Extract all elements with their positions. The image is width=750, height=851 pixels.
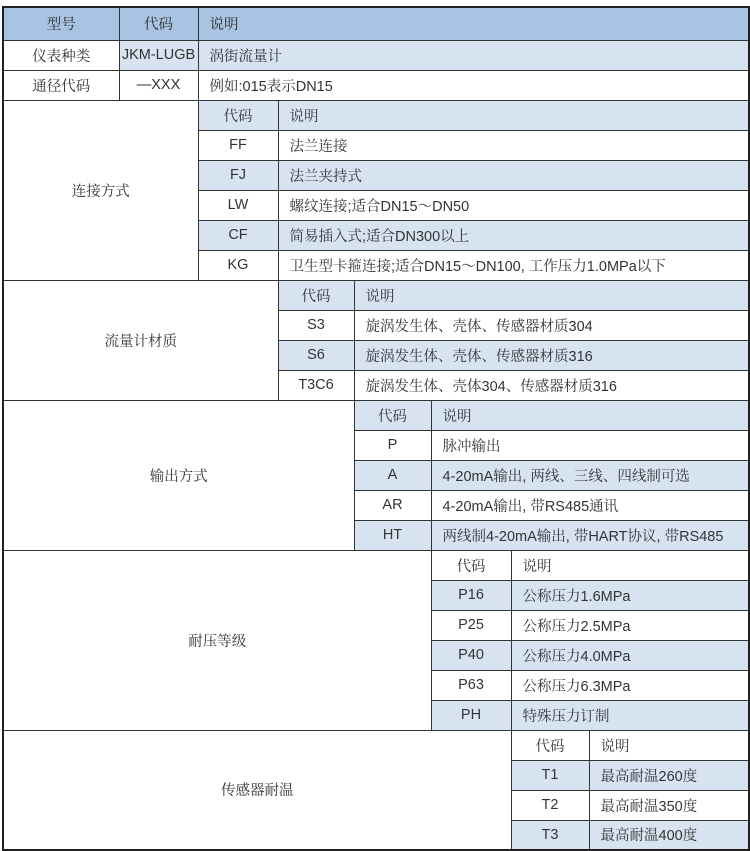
code-cell: T3C6: [278, 370, 354, 400]
desc-cell: 旋涡发生体、壳体、传感器材质316: [354, 340, 749, 370]
code-cell: PH: [431, 700, 511, 730]
desc-cell: 例如:015表示DN15: [198, 70, 749, 100]
desc-cell: 螺纹连接;适合DN15～DN50: [278, 190, 749, 220]
desc-cell: 旋涡发生体、壳体304、传感器材质316: [354, 370, 749, 400]
code-cell: T2: [511, 790, 589, 820]
subheader-desc: 说明: [511, 550, 749, 580]
desc-cell: 法兰夹持式: [278, 160, 749, 190]
model-selection-table: [2, 6, 750, 851]
desc-cell: 最高耐温350度: [589, 790, 749, 820]
desc-cell: 公称压力6.3MPa: [511, 670, 749, 700]
header-code: 代码: [119, 7, 198, 40]
code-cell: P25: [431, 610, 511, 640]
code-cell: CF: [198, 220, 278, 250]
desc-cell: 简易插入式;适合DN300以上: [278, 220, 749, 250]
subheader-desc: 说明: [354, 280, 749, 310]
section-label-pressure: 耐压等级: [3, 550, 431, 730]
desc-cell: 卫生型卡箍连接;适合DN15～DN100, 工作压力1.0MPa以下: [278, 250, 749, 280]
desc-cell: 最高耐温400度: [589, 820, 749, 850]
code-cell: —XXX: [119, 70, 198, 100]
code-cell: KG: [198, 250, 278, 280]
desc-cell: 脉冲输出: [431, 430, 749, 460]
subheader-code: 代码: [198, 100, 278, 130]
desc-cell: 公称压力4.0MPa: [511, 640, 749, 670]
code-cell: S3: [278, 310, 354, 340]
code-cell: JKM-LUGB: [119, 40, 198, 70]
desc-cell: 法兰连接: [278, 130, 749, 160]
desc-cell: 4-20mA输出, 两线、三线、四线制可选: [431, 460, 749, 490]
table-row: [3, 70, 749, 100]
subheader-code: 代码: [511, 730, 589, 760]
section-header-row: [3, 550, 749, 580]
code-cell: LW: [198, 190, 278, 220]
subheader-code: 代码: [278, 280, 354, 310]
desc-cell: 涡街流量计: [198, 40, 749, 70]
code-cell: P40: [431, 640, 511, 670]
desc-cell: 特殊压力订制: [511, 700, 749, 730]
code-cell: HT: [354, 520, 431, 550]
code-cell: P16: [431, 580, 511, 610]
header-model: 型号: [3, 7, 119, 40]
section-header-row: [3, 100, 749, 130]
desc-cell: 两线制4-20mA输出, 带HART协议, 带RS485: [431, 520, 749, 550]
desc-cell: 最高耐温260度: [589, 760, 749, 790]
subheader-desc: 说明: [589, 730, 749, 760]
section-header-row: [3, 400, 749, 430]
subheader-code: 代码: [354, 400, 431, 430]
subheader-desc: 说明: [431, 400, 749, 430]
code-cell: T3: [511, 820, 589, 850]
desc-cell: 4-20mA输出, 带RS485通讯: [431, 490, 749, 520]
code-cell: P63: [431, 670, 511, 700]
table-row: [3, 40, 749, 70]
code-cell: A: [354, 460, 431, 490]
header-desc: 说明: [198, 7, 749, 40]
code-cell: T1: [511, 760, 589, 790]
section-label-temperature: 传感器耐温: [3, 730, 511, 850]
code-cell: P: [354, 430, 431, 460]
section-label-material: 流量计材质: [3, 280, 278, 400]
code-cell: S6: [278, 340, 354, 370]
section-header-row: [3, 730, 749, 760]
subheader-code: 代码: [431, 550, 511, 580]
row-label-instrument-type: 仪表种类: [3, 40, 119, 70]
code-cell: FJ: [198, 160, 278, 190]
code-cell: AR: [354, 490, 431, 520]
section-label-output: 输出方式: [3, 400, 354, 550]
table-header-row: [3, 7, 749, 40]
model-selection-table-container: [2, 6, 750, 851]
code-cell: FF: [198, 130, 278, 160]
section-header-row: [3, 280, 749, 310]
desc-cell: 公称压力1.6MPa: [511, 580, 749, 610]
subheader-desc: 说明: [278, 100, 749, 130]
desc-cell: 公称压力2.5MPa: [511, 610, 749, 640]
desc-cell: 旋涡发生体、壳体、传感器材质304: [354, 310, 749, 340]
row-label-diameter-code: 通径代码: [3, 70, 119, 100]
section-label-connection: 连接方式: [3, 100, 198, 280]
